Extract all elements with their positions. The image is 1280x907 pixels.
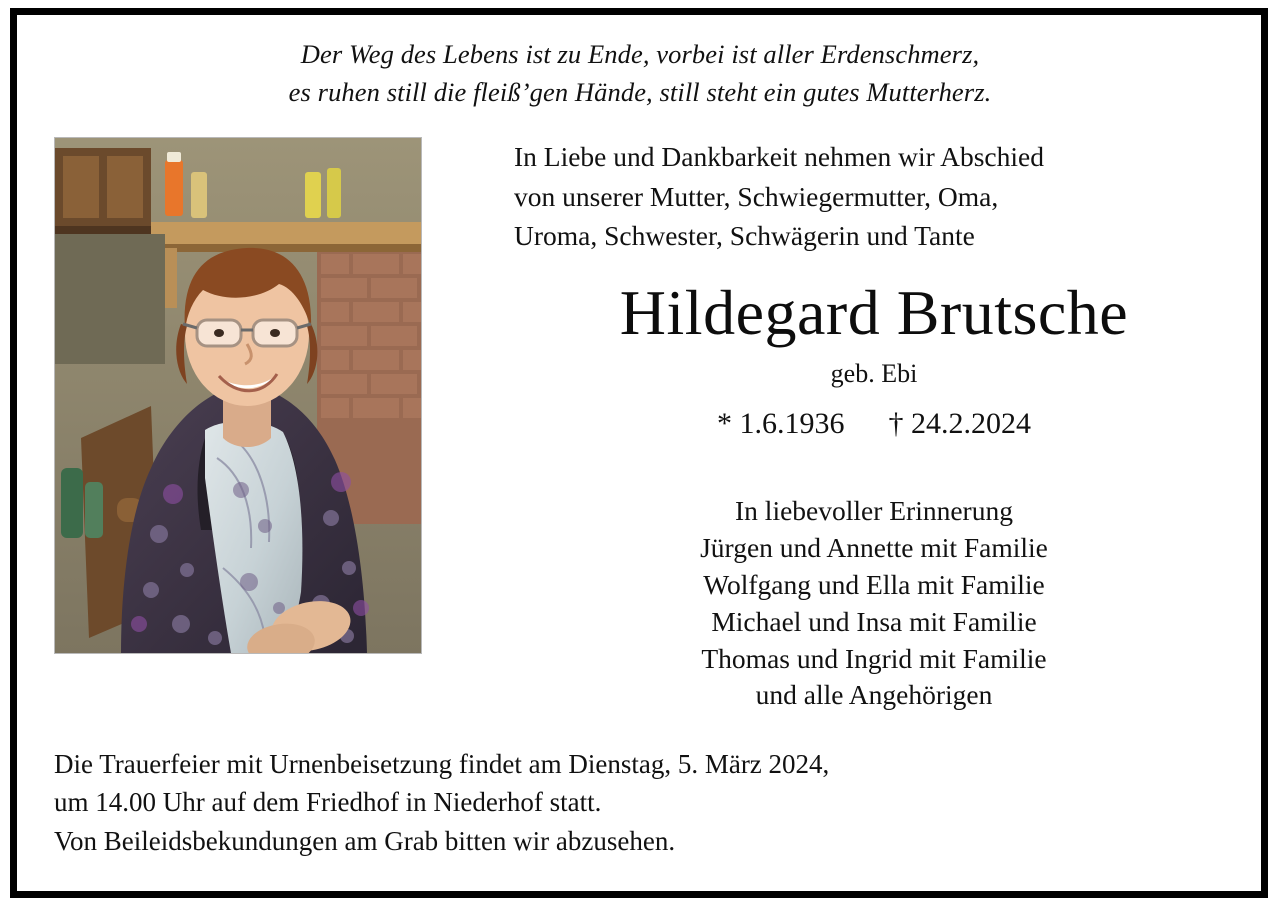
intro-line-3: Uroma, Schwester, Schwägerin und Tante: [514, 220, 975, 252]
birth-date: * 1.6.1936: [717, 407, 845, 441]
survivor-line-2: Wolfgang und Ella mit Familie: [703, 568, 1045, 600]
body-area: [24, 137, 1256, 757]
verse-line-1: Der Weg des Lebens ist zu Ende, vorbei ist aller Erdenschmerz,: [300, 39, 980, 69]
deceased-name: Hildegard Brutsche: [619, 277, 1129, 349]
intro-line-1: In Liebe und Dankbarkeit nehmen wir Abschied: [514, 141, 1044, 173]
funeral-line-2: um 14.00 Uhr auf dem Friedhof in Niederhof statt.: [54, 787, 602, 818]
funeral-line-3: Von Beileidsbekundungen am Grab bitten wir abzusehen.: [54, 825, 676, 856]
survivors-block: [494, 493, 1254, 714]
survivor-line-5: und alle Angehörigen: [755, 679, 993, 711]
verse-line-2: es ruhen still die fleiß’gen Hände, still steht ein gutes Mutterherz.: [288, 76, 992, 107]
survivor-line-3: Michael und Insa mit Familie: [711, 605, 1037, 637]
death-date: † 24.2.2024: [888, 407, 1031, 441]
funeral-line-1: Die Trauerfeier mit Urnenbeisetzung findet am Dienstag, 5. März 2024,: [54, 749, 830, 780]
portrait-photo-image: [55, 138, 421, 653]
life-dates: [494, 407, 1254, 441]
funeral-details: [54, 745, 829, 860]
survivors-heading: In liebevoller Erinnerung: [735, 495, 1013, 527]
intro-line-2: von unserer Mutter, Schwiegermutter, Oma,: [514, 180, 999, 212]
maiden-name: geb. Ebi: [830, 359, 918, 389]
verse-block: [24, 36, 1256, 111]
portrait-photo: [54, 137, 422, 654]
survivor-line-4: Thomas und Ingrid mit Familie: [701, 642, 1047, 674]
notice-content: [24, 20, 1256, 886]
intro-block: [514, 137, 1254, 256]
survivor-line-1: Jürgen und Annette mit Familie: [700, 531, 1048, 563]
right-column: [494, 137, 1254, 714]
